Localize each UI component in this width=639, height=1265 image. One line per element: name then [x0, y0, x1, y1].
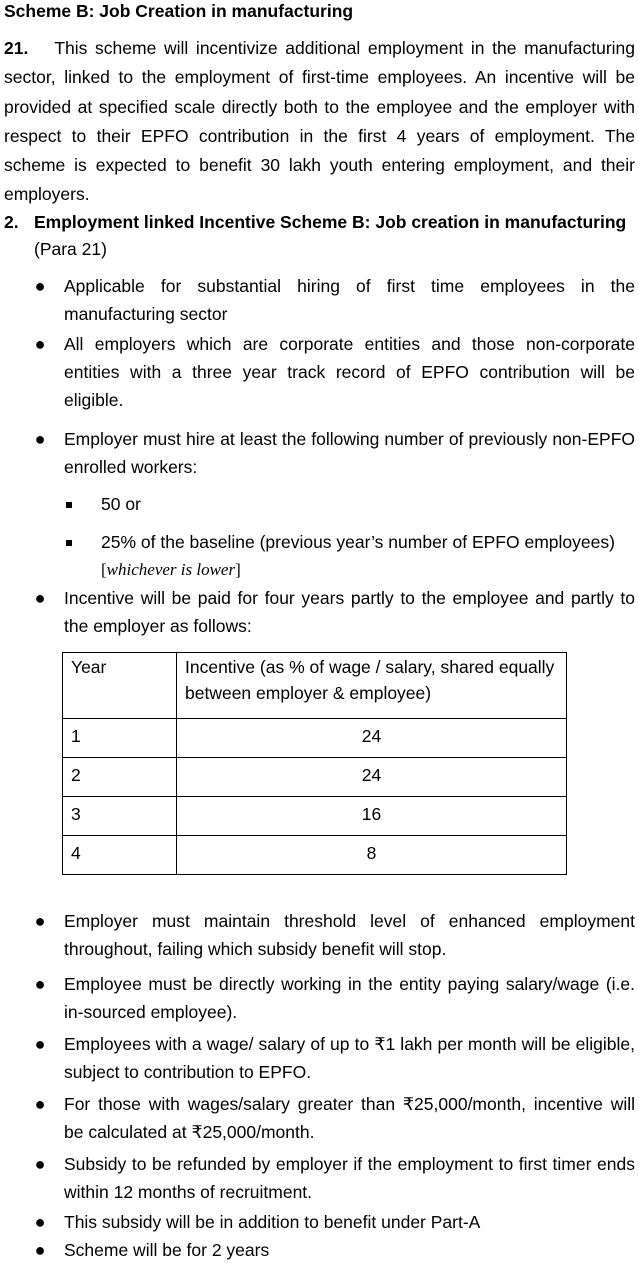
table-cell-year: 2	[63, 758, 177, 797]
bullet-text: Employees with a wage/ salary of up to ₹1 lakh per month will be eligible, subject to contribution to EPFO.	[64, 1034, 635, 1082]
table-cell-year: 1	[63, 719, 177, 758]
sub-item	[101, 491, 635, 518]
bullet-text: Employee must be directly working in the entity paying salary/wage (i.e. in-sourced employee).	[64, 974, 635, 1022]
bullet-dot-icon: ●	[34, 429, 46, 449]
bullet-text: Scheme will be for 2 years	[64, 1240, 270, 1260]
square-bullet-icon	[66, 540, 72, 546]
bullet-text: Incentive will be paid for four years partly to the employee and partly to the employer as follows:	[64, 588, 635, 636]
bullet-item	[34, 330, 635, 414]
section-heading: Scheme B: Job Creation in manufacturing	[4, 1, 354, 21]
bullet-item	[34, 1208, 635, 1236]
table-row	[63, 797, 567, 836]
table-header-year: Year	[63, 653, 177, 719]
table-row	[63, 836, 567, 875]
bullet-item	[34, 1030, 635, 1086]
table-cell-year: 3	[63, 797, 177, 836]
sub-item-note: [whichever is lower]	[101, 560, 241, 579]
sub-item	[101, 529, 635, 583]
incentive-table	[62, 652, 567, 875]
table-header-row	[63, 653, 567, 719]
whichever-note: whichever is lower	[106, 560, 236, 579]
sub-item-text: 50 or	[101, 494, 141, 514]
bullet-text: Employer must hire at least the following number of previously non-EPFO enrolled workers:	[64, 429, 635, 477]
table-cell-incentive: 24	[177, 758, 567, 797]
bullet-text: Subsidy to be refunded by employer if the employment to first timer ends within 12 months of recruitment.	[64, 1154, 635, 1202]
bullet-item	[34, 584, 635, 640]
bullet-text: Employer must maintain threshold level of enhanced employment throughout, failing which subsidy benefit will stop.	[64, 911, 635, 959]
bullet-item	[34, 425, 635, 481]
paragraph-number: 21.	[4, 38, 29, 58]
bullet-item	[34, 1150, 635, 1206]
bullet-item	[34, 272, 635, 328]
bullet-dot-icon: ●	[34, 911, 46, 931]
bullet-dot-icon: ●	[34, 276, 46, 296]
table-row	[63, 719, 567, 758]
bullet-text: For those with wages/salary greater than ₹25,000/month, incentive will be calculated at ₹25,000/month.	[64, 1094, 635, 1142]
bullet-dot-icon: ●	[34, 588, 46, 608]
table-row	[63, 758, 567, 797]
item-2-title: Employment linked Incentive Scheme B: Job creation in manufacturing	[34, 212, 627, 232]
list-item-2	[4, 209, 635, 263]
bullet-dot-icon: ●	[34, 1240, 46, 1260]
item-2-para-reference: (Para 21)	[34, 239, 107, 259]
paragraph-21	[4, 34, 635, 210]
table-cell-incentive: 8	[177, 836, 567, 875]
table-cell-incentive: 24	[177, 719, 567, 758]
bullet-item	[34, 907, 635, 963]
bullet-dot-icon: ●	[34, 1034, 46, 1054]
square-bullet-icon	[66, 502, 72, 508]
table-header-incentive: Incentive (as % of wage / salary, shared equally between employer & employee)	[177, 653, 567, 719]
bullet-dot-icon: ●	[34, 1094, 46, 1114]
bullet-item	[34, 1090, 635, 1146]
bullet-item	[34, 1236, 635, 1264]
bullet-item	[34, 970, 635, 1026]
bullet-text: All employers which are corporate entities and those non-corporate entities with a three year track record of EPFO contribution will be eligible.	[64, 334, 635, 410]
bullet-dot-icon: ●	[34, 1154, 46, 1174]
bullet-dot-icon: ●	[34, 1212, 46, 1232]
paragraph-text: This scheme will incentivize additional employment in the manufacturing sector, linked to the employment of first-time employees. An incentive will be provided at specified scale directly both to the employee and the employer with respect to their EPFO contribution in the first 4 years of employment. The scheme is expected to benefit 30 lakh youth entering employment, and their employers.	[4, 38, 635, 205]
bullet-dot-icon: ●	[34, 974, 46, 994]
item-2-number: 2.	[4, 212, 19, 232]
item-2-title-line	[4, 209, 635, 236]
bullet-dot-icon: ●	[34, 334, 46, 354]
bullet-text: Applicable for substantial hiring of first time employees in the manufacturing sector	[64, 276, 635, 324]
table-cell-incentive: 16	[177, 797, 567, 836]
bullet-text: This subsidy will be in addition to benefit under Part-A	[64, 1212, 481, 1232]
sub-item-text: 25% of the baseline (previous year’s number of EPFO employees)	[101, 532, 615, 552]
table-cell-year: 4	[63, 836, 177, 875]
